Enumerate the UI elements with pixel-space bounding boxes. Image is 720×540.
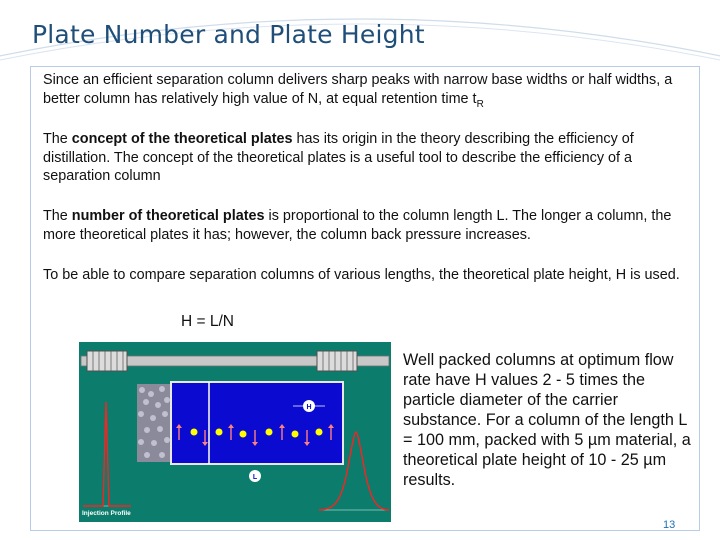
- column-diagram: [79, 342, 391, 522]
- retention-subscript: R: [476, 98, 484, 110]
- paragraph-concept: [43, 130, 693, 186]
- page-title: Plate Number and Plate Height: [32, 20, 425, 49]
- content-box: [30, 66, 700, 531]
- h-label: H: [306, 404, 312, 411]
- side-note: Well packed columns at optimum flow rate have H values 2 - 5 times the particle diameter of the carrier substance. For a column of the length L = 100 mm, packed with 5 µm material, a theoretical plate height of 10 - 25 µm results.: [403, 351, 691, 489]
- paragraph-efficiency: [43, 71, 693, 114]
- paragraph-compare: To be able to compare separation columns of various lengths, the theoretical plate height, H is used.: [43, 267, 680, 283]
- l-label: L: [252, 474, 258, 481]
- page-number: 13: [663, 519, 676, 531]
- paragraph-number-bold: number of theoretical plates: [71, 208, 265, 224]
- packing-bed: [137, 384, 171, 462]
- paragraph-efficiency-text: Since an efficient separation column delivers sharp peaks with narrow base widths or half widths, a better column has relatively high value of N, at equal retention time t: [43, 72, 673, 107]
- paragraph-number: [43, 207, 693, 244]
- column-body: [171, 382, 343, 464]
- paragraph-concept-post: has its origin in the theory describing the efficiency of distillation. The concept of the theoretical plates is a useful tool to describe the efficiency of a separation column: [43, 131, 634, 184]
- formula: H = L/N: [181, 313, 234, 330]
- injection-profile-label: Injection Profile: [82, 510, 131, 517]
- paragraph-concept-bold: concept of the theoretical plates: [71, 131, 293, 147]
- column-diagram-svg: [79, 342, 391, 522]
- paragraph-concept-pre: The: [43, 131, 72, 147]
- paragraph-number-pre: The: [43, 208, 72, 224]
- paragraph-number-post: is proportional to the column length L. The longer a column, the more theoretical plates it has; however, the column back pressure increases.: [43, 208, 672, 243]
